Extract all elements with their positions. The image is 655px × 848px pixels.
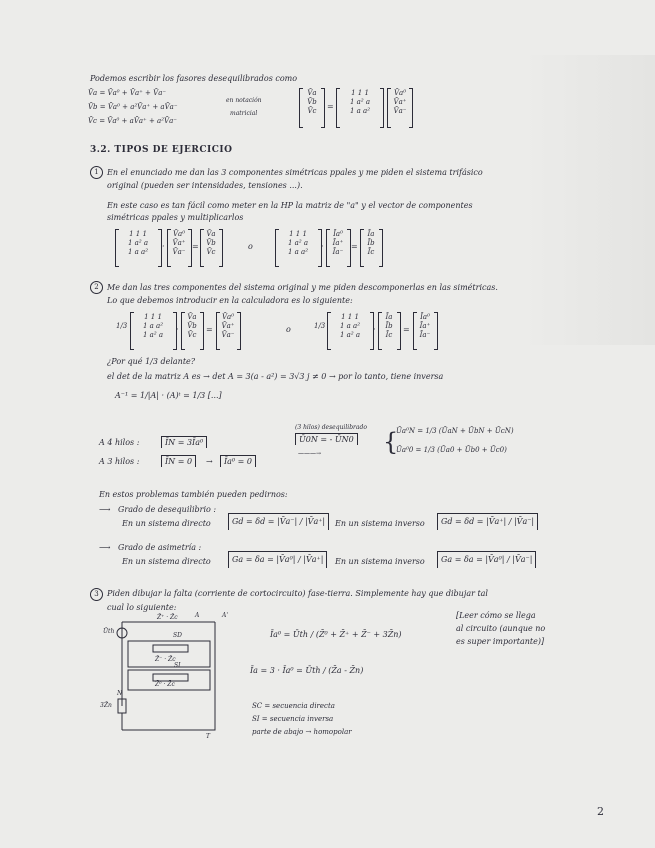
cell: Īa⁺ — [332, 239, 344, 247]
arrow: → — [206, 457, 213, 466]
equals-sign: = — [403, 325, 410, 334]
circuit-n-label: N — [117, 690, 123, 697]
cell: V̄a⁰ — [393, 89, 407, 97]
note-equation: Ū0N = - ŪN0 — [295, 433, 358, 445]
cell: 1 1 1 — [289, 230, 307, 238]
ex1-line3: En este caso es tan fácil como meter en la HP la matriz de "a" y el vector de componentes — [107, 201, 473, 210]
cell: V̄c — [187, 331, 197, 339]
ex3-note-line3: es super importante)] — [456, 637, 545, 646]
cell: 1 1 1 — [144, 313, 162, 321]
desq-inverse-eq: Gd = δd = |V̄a⁺| / |V̄a⁻| — [437, 513, 538, 530]
circuit-t-label: T — [206, 733, 211, 740]
intro-eq-c: V̄c = V̄a⁰ + aV̄a⁺ + a²V̄a⁻ — [88, 117, 177, 125]
arrow-label-bottom: matricial — [230, 110, 258, 117]
arrow: ⟶ — [99, 505, 111, 514]
circuit-sd-label: SD — [173, 632, 182, 639]
cell: 1 a² a — [287, 239, 309, 247]
desq-inverse-label: En un sistema inverso — [335, 519, 425, 528]
ex2-det-line: el det de la matriz A es → det A = 3(a - a²) = 3√3 j ≠ 0 → por lo tanto, tiene inversa — [107, 372, 444, 381]
cell: Īa — [385, 313, 393, 321]
cell: V̄c — [206, 248, 216, 256]
ex1-line4: simétricas ppales y multiplicarlos — [107, 213, 244, 222]
ex2-line1: Me dan las tres componentes del sistema original y me piden descomponerlas en las simétricas. — [107, 283, 498, 292]
exercise-number-3: 3 — [90, 588, 103, 601]
cell: Īc — [367, 248, 375, 256]
section-title: 3.2. TIPOS DE EJERCICIO — [90, 145, 233, 155]
desq-direct-label: En un sistema directo — [122, 519, 211, 528]
ex3-legend2: SI = secuencia inversa — [252, 715, 334, 723]
circuit-uth-label: Ūth — [103, 628, 115, 635]
cell: V̄a⁰ — [172, 230, 186, 238]
note-top: (3 hilos) desequilibrado — [295, 424, 367, 431]
hilos4-equation: ĪN = 3Īa⁰ — [161, 436, 207, 448]
cell: V̄b — [187, 322, 197, 330]
intro-eq-b: V̄b = V̄a⁰ + a²V̄a⁺ + aV̄a⁻ — [88, 103, 178, 111]
cell: 1 a a² — [287, 248, 309, 256]
hilos3-result: Īa⁰ = 0 — [220, 455, 256, 467]
cell: 1 1 1 — [129, 230, 147, 238]
circuit-si-label: SI — [174, 662, 181, 669]
cell: 1 a a² — [127, 248, 149, 256]
ex1-line2: original (pueden ser intensidades, tensiones ...). — [107, 181, 303, 190]
asim-inverse-eq: Ga = δa = |V̄a⁰| / |V̄a⁻| — [437, 551, 536, 568]
cell: V̄b — [206, 239, 216, 247]
cell: Īa⁻ — [419, 331, 431, 339]
dot-operator: · — [321, 242, 324, 251]
ex2-question: ¿Por qué 1/3 delante? — [107, 357, 196, 366]
cell: V̄a⁰ — [221, 313, 235, 321]
desq-direct-eq: Gd = δd = |V̄a⁻| / |V̄a⁺| — [228, 513, 329, 530]
ex3-eq2: Īa = 3 · Īa⁰ = Ūth / (Z̄a - Z̄n) — [250, 666, 364, 675]
cell: V̄a — [307, 89, 317, 97]
or-label: o — [248, 242, 253, 251]
cell: Īa — [367, 230, 375, 238]
or-label: o — [286, 325, 291, 334]
ex3-legend1: SC = secuencia directa — [252, 702, 335, 710]
intro-eq-a: V̄a = V̄a⁰ + V̄a⁺ + V̄a⁻ — [88, 89, 167, 97]
extra-line: En estos problemas también pueden pedirnos: — [99, 490, 288, 499]
impedance-1 — [153, 645, 188, 652]
exercise-number-1: 1 — [90, 166, 103, 179]
cell: V̄a⁺ — [172, 239, 186, 247]
asim-direct-eq: Ga = δa = |V̄a⁰| / |V̄a⁺| — [228, 551, 327, 568]
brace-eq1: Ūa⁰N = 1/3 (ŪaN + ŪbN + ŪcN) — [396, 427, 514, 435]
cell: V̄a — [187, 313, 197, 321]
intro-line: Podemos escribir los fasores desequilibrados como — [90, 74, 298, 83]
circuit-z3-label: Z̄⁰ · Z̄c — [155, 681, 175, 688]
brace-eq2: Ūa⁰0 = 1/3 (Ūa0 + Ūb0 + Ūc0) — [396, 446, 507, 454]
cell: V̄a⁻ — [172, 248, 186, 256]
cell: 1 a² a — [127, 239, 149, 247]
impedance-2 — [153, 674, 188, 681]
hilos4-label: A 4 hilos : — [99, 438, 140, 447]
cell: V̄a⁺ — [221, 322, 235, 330]
note-arrow: ———→ — [298, 450, 322, 457]
cell: 1 a² a — [142, 331, 164, 339]
ex1-line1: En el enunciado me dan las 3 componentes simétricas ppales y me piden el sistema trifásico — [107, 168, 483, 177]
hilos3-equation: ĪN = 0 — [161, 455, 196, 467]
arrow: ⟶ — [99, 543, 111, 552]
ex3-legend3: parte de abajo → homopolar — [252, 728, 352, 736]
page-number: 2 — [597, 805, 604, 818]
cell: 1 a² a — [339, 331, 361, 339]
ex2-fraction: 1/3 — [116, 322, 128, 330]
cell: Īb — [367, 239, 375, 247]
asim-title: Grado de asimetría : — [118, 543, 202, 552]
cell: V̄a⁺ — [393, 98, 407, 106]
desq-title: Grado de desequilibrio : — [118, 505, 217, 514]
ex2-inverse: A⁻¹ = 1/|A| · (A)ᵗ = 1/3 [...] — [115, 391, 222, 400]
circuit-a-label: A — [195, 612, 200, 619]
brace: { — [383, 428, 399, 456]
ex3-note-line1: [Leer cómo se llega — [456, 611, 536, 620]
cell: 1 a a² — [142, 322, 164, 330]
asim-inverse-label: En un sistema inverso — [335, 557, 425, 566]
equals-sign: = — [351, 242, 358, 251]
dot-operator: · — [176, 325, 179, 334]
cell: Īa⁺ — [419, 322, 431, 330]
cell: Īa⁰ — [333, 230, 343, 238]
circuit-z1-label: Z̄⁺ · Z̄c — [157, 614, 178, 621]
ex3-line2: cual lo siguiente: — [107, 603, 177, 612]
cell: Īb — [385, 322, 393, 330]
ex3-note-line2: al circuito (aunque no — [456, 624, 546, 633]
cell: Īa⁻ — [332, 248, 344, 256]
ex3-eq1: Īa⁰ = Ūth / (Z̄⁰ + Z̄⁺ + Z̄⁻ + 3Z̄n) — [270, 630, 402, 639]
equals-sign: = — [206, 325, 213, 334]
cell: Īa⁰ — [420, 313, 430, 321]
equals-sign: = — [192, 242, 199, 251]
arrow-label-top: en notación — [226, 97, 262, 104]
exercise-number-2: 2 — [90, 281, 103, 294]
cell: V̄a⁻ — [393, 107, 407, 115]
ex2-fraction-2: 1/3 — [314, 322, 326, 330]
cell: 1 a a² — [339, 322, 361, 330]
ex2-line2: Lo que debemos introducir en la calculadora es lo siguiente: — [107, 296, 353, 305]
cell: V̄a⁻ — [221, 331, 235, 339]
cell: 1 a a² — [349, 107, 371, 115]
cell: V̄a — [206, 230, 216, 238]
dot-operator: · — [162, 242, 165, 251]
cell: 1 a² a — [349, 98, 371, 106]
circuit-zn-label: 3Z̄n — [100, 702, 112, 709]
wire-right — [122, 622, 215, 730]
cell: 1 1 1 — [341, 313, 359, 321]
cell: V̄c — [307, 107, 317, 115]
hilos3-label: A 3 hilos : — [99, 457, 140, 466]
circuit-a2-label: A' — [222, 612, 228, 619]
dot-operator: · — [373, 325, 376, 334]
cell: V̄b — [307, 98, 317, 106]
cell: 1 1 1 — [351, 89, 369, 97]
cell: Īc — [385, 331, 393, 339]
ex3-line1: Piden dibujar la falta (corriente de cortocircuito) fase-tierra. Simplemente hay que dibujar tal — [107, 589, 488, 598]
equals-sign: = — [327, 102, 334, 111]
asim-direct-label: En un sistema directo — [122, 557, 211, 566]
circuit-z2-label: Z̄⁻ · Z̄c — [155, 656, 176, 663]
